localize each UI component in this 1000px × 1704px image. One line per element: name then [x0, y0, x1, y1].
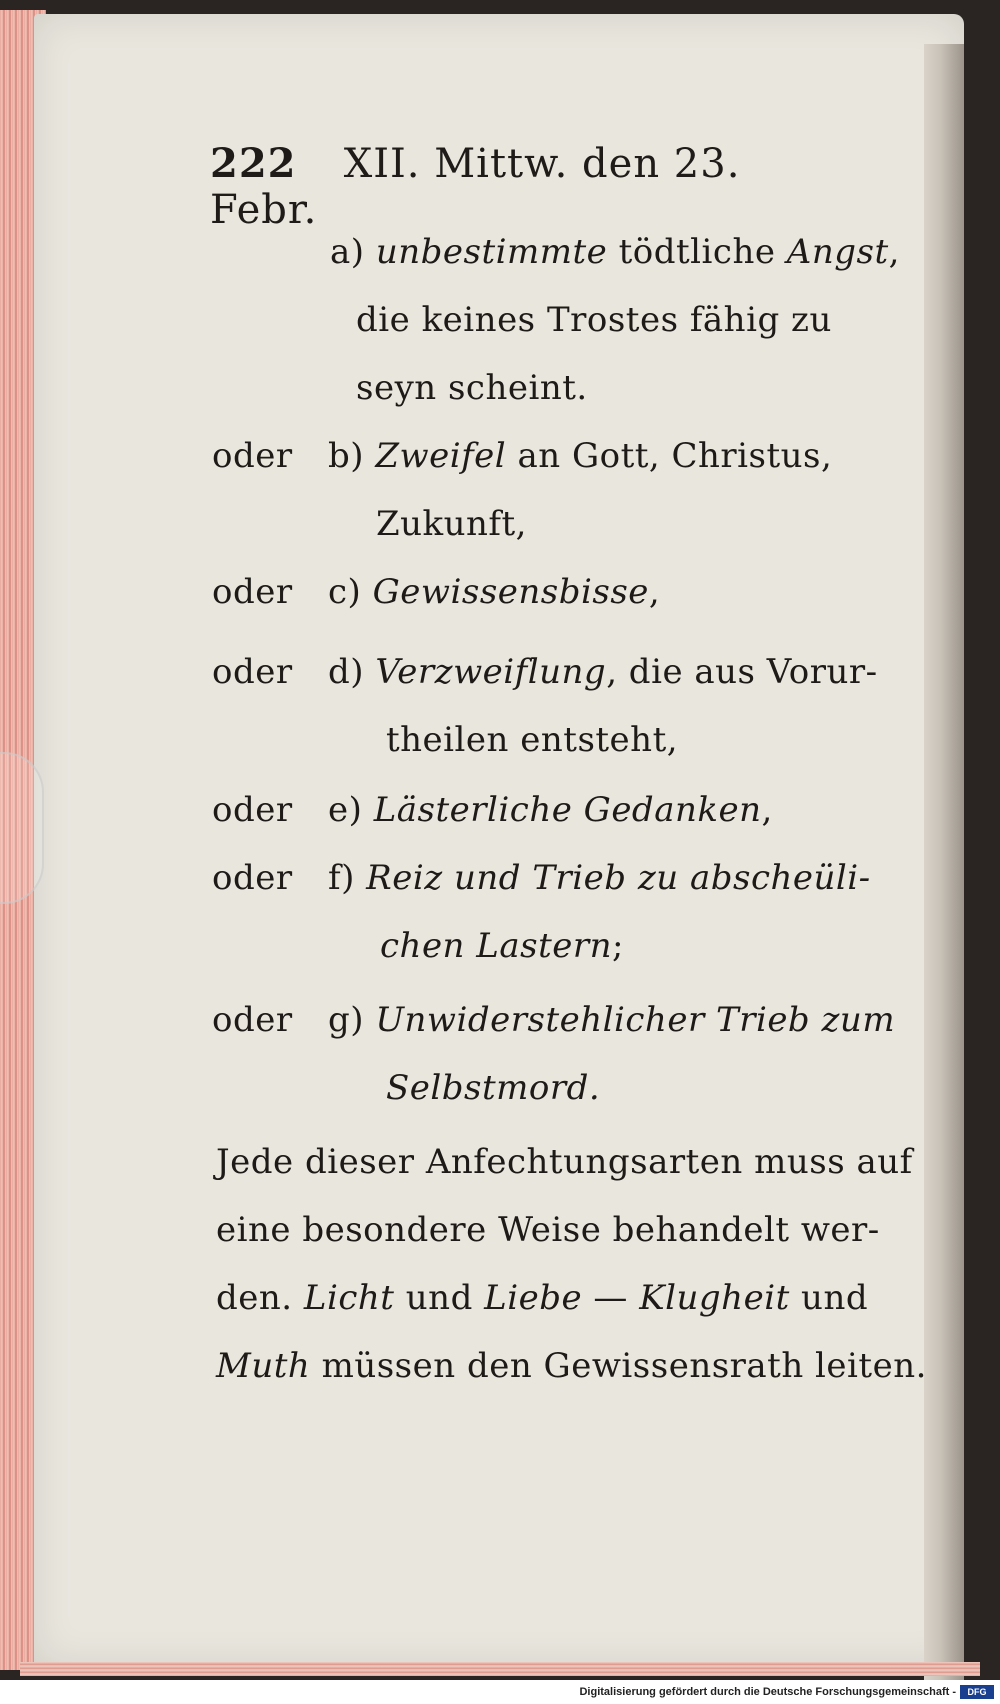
- item-a-line-1: [330, 232, 900, 272]
- item-f-line-2: [380, 926, 624, 966]
- item-g-label: g): [328, 1000, 365, 1040]
- item-f-cont-term: chen Lastern: [380, 926, 612, 966]
- item-d-term: Verzweiflung: [375, 652, 607, 692]
- digitization-footer: [0, 1680, 1000, 1704]
- item-a-term2: Angst: [786, 232, 889, 272]
- item-f-label: f): [328, 858, 355, 898]
- page-edge-bottom: [20, 1662, 980, 1676]
- running-header: [210, 140, 830, 233]
- item-b-prefix: oder: [212, 436, 293, 476]
- item-e-rest: ,: [761, 790, 773, 830]
- item-e-label: e): [328, 790, 363, 830]
- item-a-label: a): [330, 232, 365, 272]
- item-c-prefix: oder: [212, 572, 293, 612]
- running-title: XII. Mittw. den 23. Febr.: [210, 141, 741, 233]
- paragraph-dash: —: [582, 1278, 640, 1318]
- footer-credit: Digitalisierung gefördert durch die Deutsche Forschungsgemeinschaft -: [579, 1686, 956, 1698]
- paragraph-line-3-a: den.: [216, 1278, 304, 1318]
- paragraph-term-klugheit: Klugheit: [639, 1278, 790, 1318]
- paragraph-line-2: eine besondere Weise behandelt wer-: [216, 1210, 880, 1250]
- paragraph-line-3-c: und: [394, 1278, 485, 1318]
- item-c-content: [328, 572, 660, 612]
- item-d-rest: , die aus Vorur-: [606, 652, 878, 692]
- item-a-term: unbestimmte: [375, 232, 608, 272]
- item-f-cont-tail: ;: [612, 926, 624, 966]
- paragraph-term-muth: Muth: [216, 1346, 311, 1386]
- page-clip: [0, 752, 44, 904]
- item-a-rest: tödtliche: [607, 232, 787, 272]
- dfg-logo: DFG: [960, 1685, 994, 1699]
- item-c-term: Gewissensbisse: [372, 572, 649, 612]
- item-g-line-2: [386, 1068, 600, 1108]
- paragraph-line-3: [216, 1278, 868, 1318]
- item-f-content: [328, 858, 871, 898]
- item-f-prefix: oder: [212, 858, 293, 898]
- paragraph-line-4: [216, 1346, 927, 1386]
- paragraph-line-3-g: und: [789, 1278, 869, 1318]
- item-d-label: d): [328, 652, 365, 692]
- item-d-content: [328, 652, 878, 692]
- item-b-line-2: Zukunft,: [376, 504, 527, 544]
- item-g-prefix: oder: [212, 1000, 293, 1040]
- item-e-content: [328, 790, 773, 830]
- item-c-label: c): [328, 572, 362, 612]
- item-g-content: [328, 1000, 895, 1040]
- paragraph-line-1: Jede dieser Anfechtungsarten muss auf: [216, 1142, 913, 1182]
- item-g-cont-term: Selbstmord.: [386, 1068, 601, 1108]
- item-b-content: [328, 436, 832, 476]
- facing-page-edge: [924, 44, 964, 1684]
- item-g-term: Unwiderstehlicher Trieb zum: [375, 1000, 896, 1040]
- item-e-term: Lästerliche Gedanken: [373, 790, 762, 830]
- item-b-term: Zweifel: [375, 436, 507, 476]
- item-b-rest: an Gott, Christus,: [506, 436, 833, 476]
- item-d-line-2: theilen entsteht,: [386, 720, 679, 760]
- page-number: 222: [210, 140, 297, 187]
- item-a-line-2: die keines Trostes fähig zu: [356, 300, 832, 340]
- item-b-label: b): [328, 436, 365, 476]
- item-c-rest: ,: [648, 572, 661, 612]
- item-a-tail: ,: [888, 232, 900, 272]
- paragraph-term-liebe: Liebe: [484, 1278, 583, 1318]
- paragraph-line-4-b: müssen den Gewissensrath leiten.: [310, 1346, 927, 1386]
- item-f-term: Reiz und Trieb zu abscheüli-: [366, 858, 871, 898]
- item-a-line-3: seyn scheint.: [356, 368, 588, 408]
- item-d-prefix: oder: [212, 652, 293, 692]
- paragraph-term-licht: Licht: [303, 1278, 395, 1318]
- item-e-prefix: oder: [212, 790, 293, 830]
